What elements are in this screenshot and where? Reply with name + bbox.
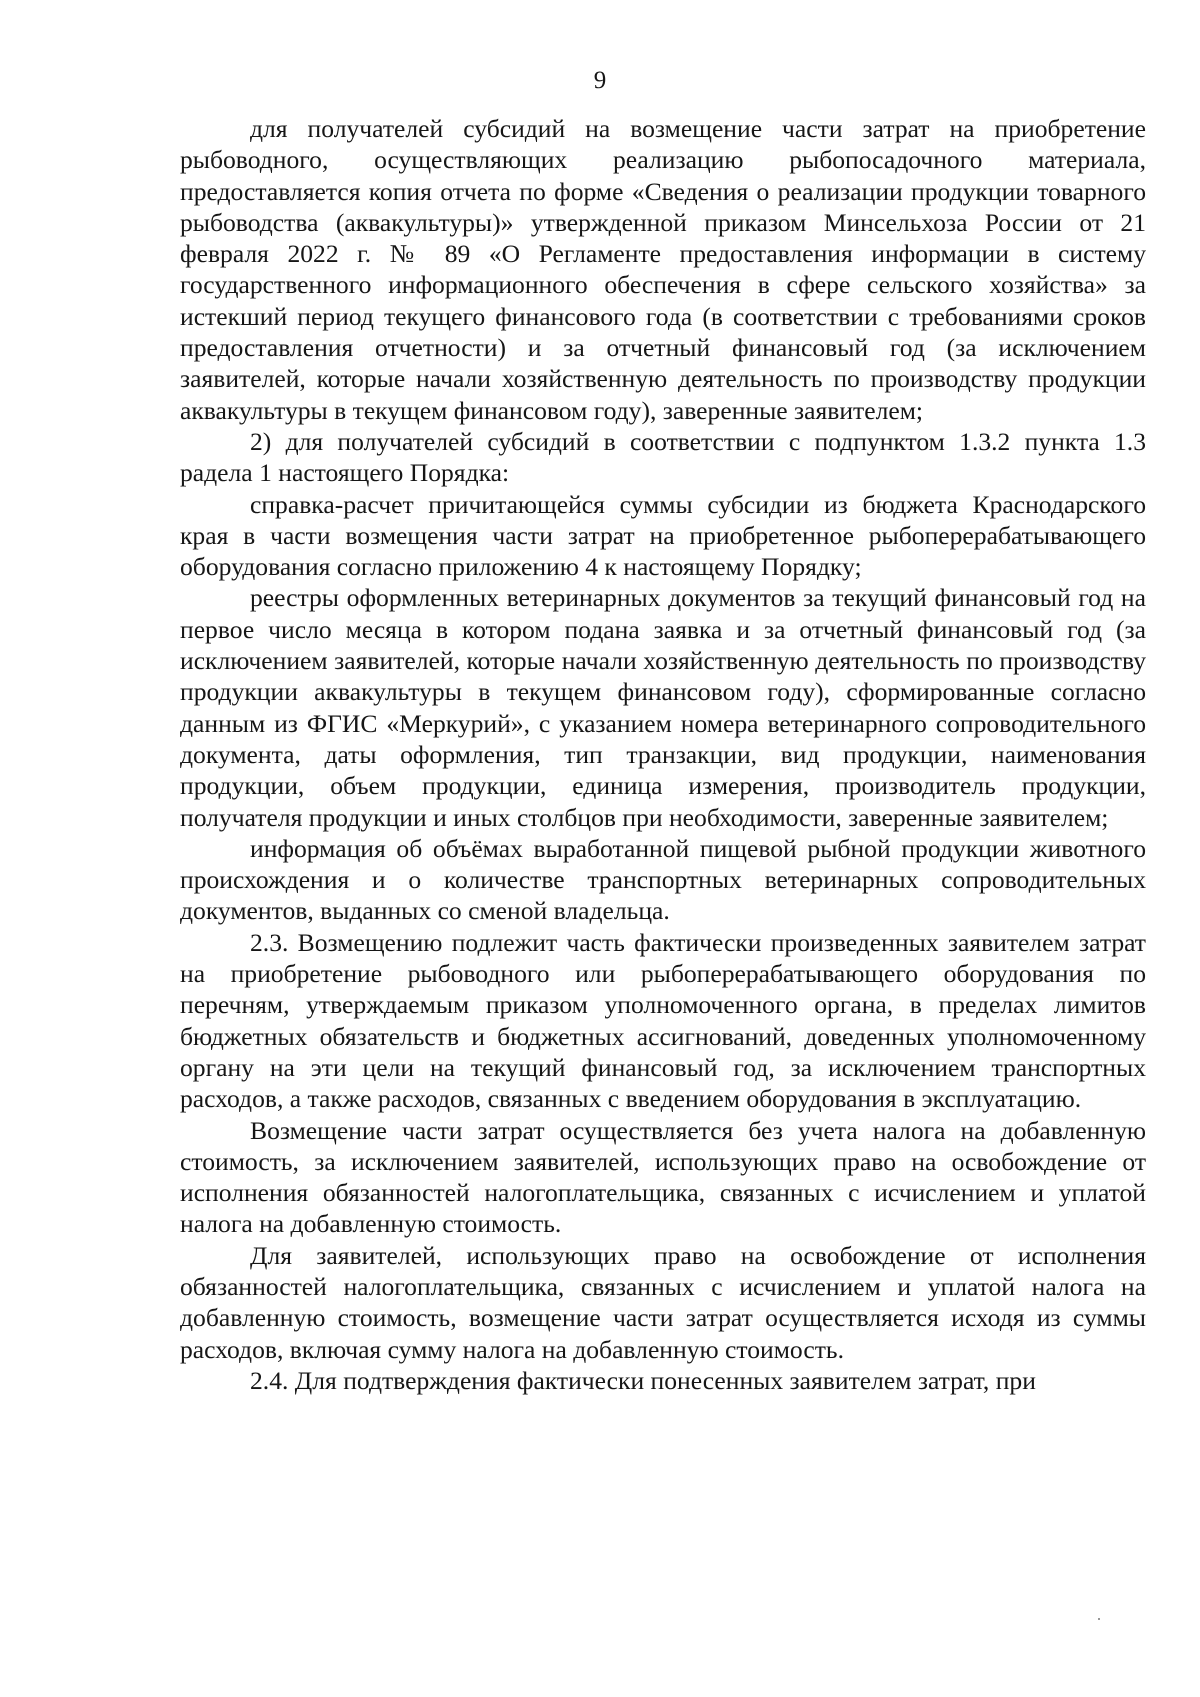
paragraph-item-2-heading: 2) для получателей субсидий в соответствии с подпунктом 1.3.2 пункта 1.3 радела 1 настоящего Порядка: xyxy=(180,426,1146,488)
paragraph-veterinary-registers: реестры оформленных ветеринарных документов за текущий финансовый год на первое число месяца в котором подана заявка и за отчетный финансовый год (за исключением заявителей, которые начали хозяйственную деятельность по производству продукции аквакультуры в текущем финансовом году), сформированные согласно данным из ФГИС «Меркурий», с указанием номера ветеринарного сопроводительного документа, даты оформления, тип транзакции, вид продукции, наименования продукции, объем продукции, единица измерения, производитель продукции, получателя продукции и иных столбцов при необходимости, заверенные заявителем; xyxy=(180,583,1146,832)
paragraph-section-2-4: 2.4. Для подтверждения фактически понесенных заявителем затрат, при xyxy=(250,1365,1036,1395)
paragraph-fish-product-volumes: информация об объёмах выработанной пищевой рыбной продукции животного происхождения и о количестве транспортных ветеринарных сопроводительных документов, выданных со сменой владельца. xyxy=(180,833,1146,926)
paragraph-vat-exclusion: Возмещение части затрат осуществляется без учета налога на добавленную стоимость, за исключением заявителей, использующих право на освобождение от исполнения обязанностей налогоплательщика, связанных с исчислением и уплатой налога на добавленную стоимость. xyxy=(180,1115,1146,1239)
scan-speck xyxy=(1098,1618,1100,1620)
paragraph-section-2-3: 2.3. Возмещению подлежит часть фактически произведенных заявителем затрат на приобретение рыбоводного или рыбоперерабатывающего оборудования по перечням, утверждаемым приказом уполномоченного органа, в пределах лимитов бюджетных обязательств и бюджетных ассигнований, доведенных уполномоченному органу на эти цели на текущий финансовый год, за исключением транспортных расходов, а также расходов, связанных с введением оборудования в эксплуатацию. xyxy=(180,927,1146,1114)
document-body xyxy=(180,113,1146,1396)
paragraph-vat-exempt-applicants: Для заявителей, использующих право на освобождение от исполнения обязанностей налогоплательщика, связанных с исчислением и уплатой налога на добавленную стоимость, возмещение части затрат осуществляется исходя из суммы расходов, включая сумму налога на добавленную стоимость. xyxy=(180,1240,1146,1364)
page-number: 9 xyxy=(593,67,607,94)
paragraph-reporting-copy: для получателей субсидий на возмещение части затрат на приобретение рыбоводного, осуществляющих реализацию рыбопосадочного материала, предоставляется копия отчета по форме «Сведения о реализации продукции товарного рыбоводства (аквакультуры)» утвержденной приказом Минсельхоза России от 21 февраля 2022 г. № 89 «О Регламенте предоставления информации в систему государственного информационного обеспечения в сфере сельского хозяйства» за истекший период текущего финансового года (в соответствии с требованиями сроков предоставления отчетности) и за отчетный финансовый год (за исключением заявителей, которые начали хозяйственную деятельность по производству продукции аквакультуры в текущем финансовом году), заверенные заявителем; xyxy=(180,114,1146,425)
paragraph-calculation-certificate: справка-расчет причитающейся суммы субсидии из бюджета Краснодарского края в части возмещения части затрат на приобретенное рыбоперерабатывающего оборудования согласно приложению 4 к настоящему Порядку; xyxy=(180,489,1146,582)
